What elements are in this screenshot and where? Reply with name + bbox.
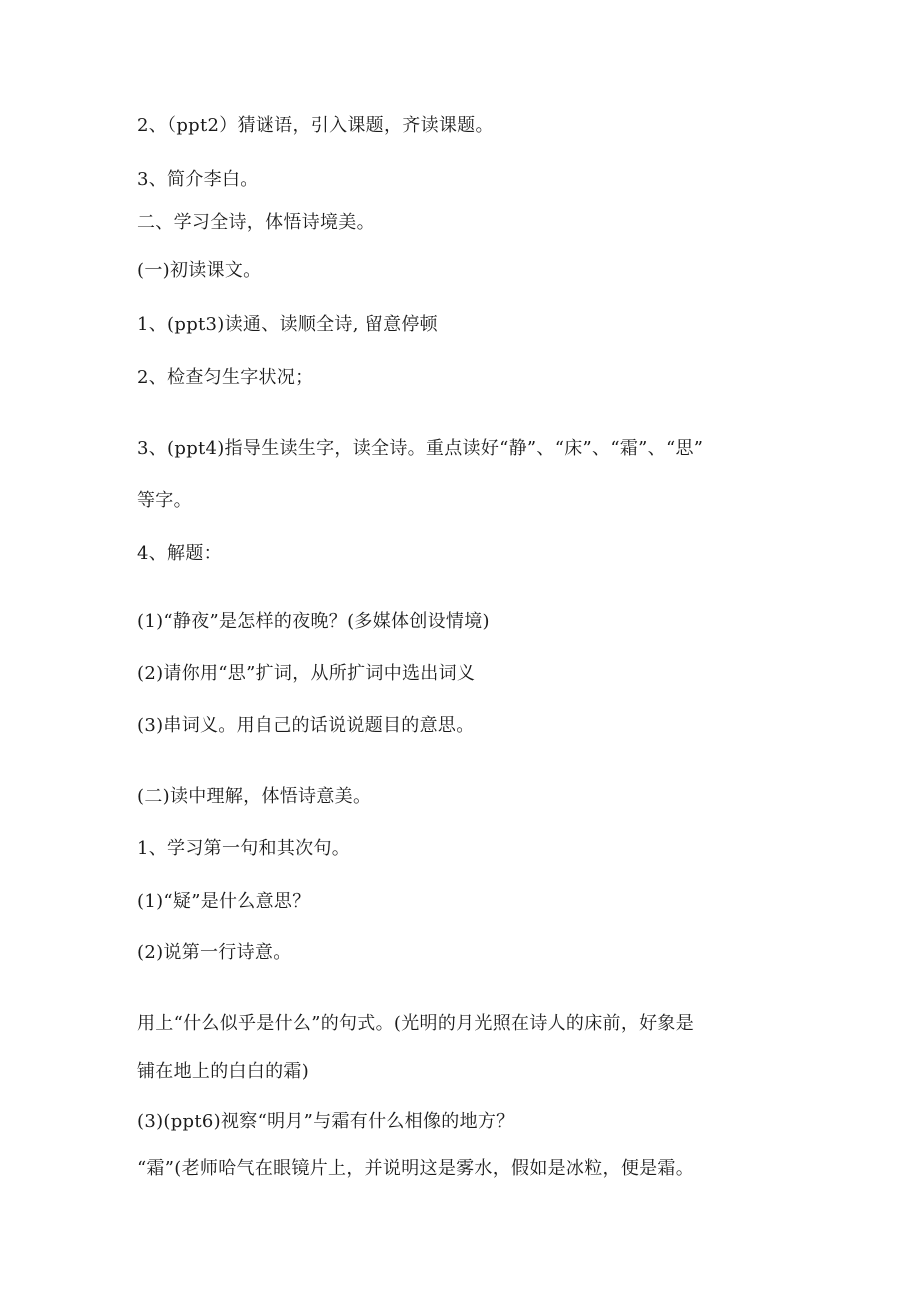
text-line: 3、(ppt4)指导生读生字，读全诗。重点读好“静”、“床”、“霜”、“思”	[137, 438, 704, 459]
text-line: (1)“静夜”是怎样的夜晚？(多媒体创设情境)	[137, 611, 490, 632]
text-line: 4、解题：	[137, 543, 222, 564]
text-line: 二、学习全诗，体悟诗境美。	[137, 212, 375, 233]
text-line: (二)读中理解，体悟诗意美。	[137, 786, 372, 807]
text-line: 2、检查匀生字状况；	[137, 367, 314, 388]
text-line: 等字。	[137, 490, 192, 511]
text-line: (3)串词义。用自己的话说说题目的意思。	[137, 715, 475, 736]
text-line: “霜”(老师哈气在眼镜片上，并说明这是雾水，假如是冰粒，便是霜。	[137, 1158, 695, 1179]
text-line: (3)(ppt6)视察“明月”与霜有什么相像的地方？	[137, 1111, 515, 1132]
text-line: 3、简介李白。	[137, 169, 259, 190]
text-line: (一)初读课文。	[137, 260, 262, 281]
text-line: 用上“什么似乎是什么”的句式。(光明的月光照在诗人的床前，好象是	[137, 1013, 695, 1034]
text-line: (2)说第一行诗意。	[137, 942, 292, 963]
text-line: 1、学习第一句和其次句。	[137, 838, 351, 859]
text-line: (2)请你用“思”扩词，从所扩词中选出词义	[137, 663, 476, 684]
text-line: 1、(ppt3)读通、读顺全诗, 留意停顿	[137, 314, 438, 335]
text-line: (1)“疑”是什么意思？	[137, 891, 311, 912]
text-line: 铺在地上的白白的霜)	[137, 1061, 310, 1082]
text-line: 2、（ppt2）猜谜语，引入课题，齐读课题。	[137, 115, 494, 136]
